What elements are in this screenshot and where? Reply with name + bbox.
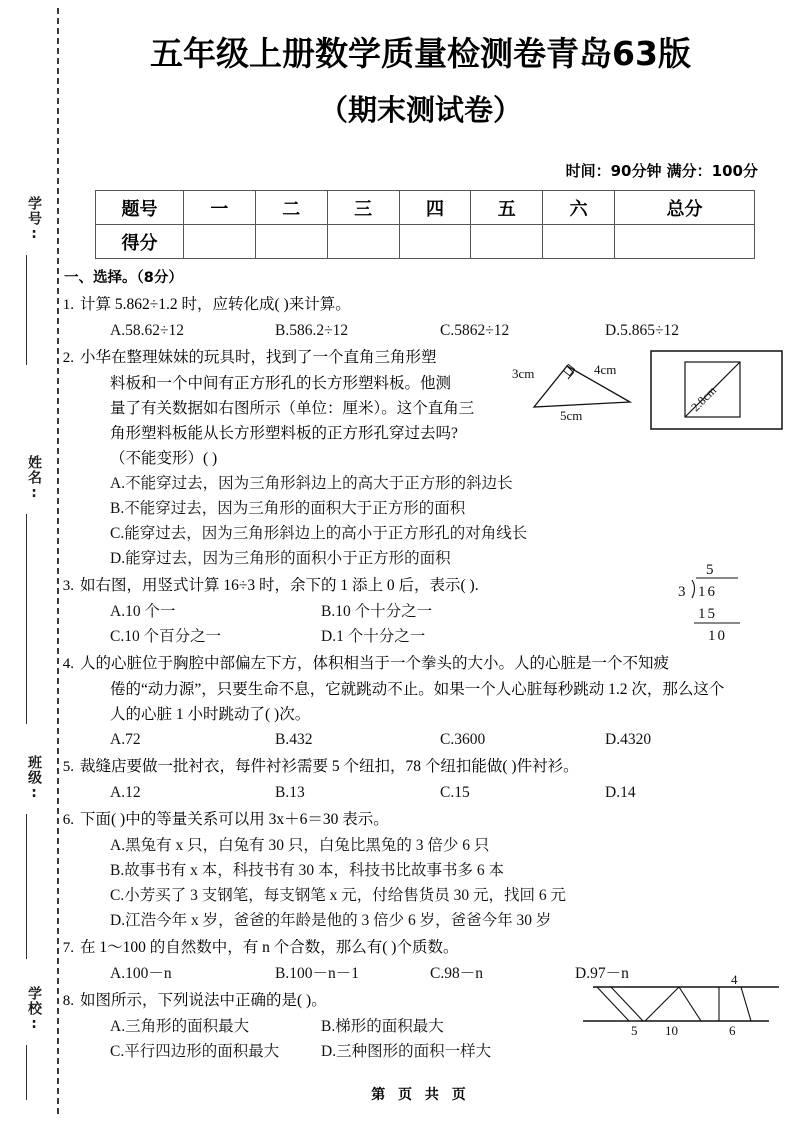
exam-meta-info: 时间：90分钟 满分：100分	[565, 162, 758, 180]
question-4-stem-line-1: 人的心脏位于胸腔中部偏左下方，体积相当于一个拳头的大小。人的心脏是一个不知疲	[80, 655, 670, 672]
division-quotient: 5	[706, 562, 714, 578]
question-3-stem: 如右图，用竖式计算 16÷3 时，余下的 1 添上 0 后，表示( ).	[80, 577, 479, 594]
score-col-total: 总分	[615, 191, 755, 225]
question-5-options	[80, 780, 780, 805]
score-cell-4[interactable]	[399, 225, 471, 259]
question-6	[64, 807, 780, 933]
question-2-option-b[interactable]: B.不能穿过去，因为三角形的面积大于正方形的面积	[110, 500, 466, 517]
question-4-option-d[interactable]: D.4320	[605, 731, 652, 748]
question-2-stem-line-2: 料板和一个中间有正方形孔的长方形塑料板。他测	[110, 375, 452, 392]
question-4-stem-line-3: 人的心脏 1 小时跳动了( )次。	[110, 706, 311, 723]
score-col-4: 四	[399, 191, 471, 225]
question-7-option-d[interactable]: D.97－n	[575, 965, 629, 982]
margin-rule-1	[26, 255, 27, 365]
square-diagonal-label: 2.8cm	[688, 383, 720, 415]
score-cell-3[interactable]	[327, 225, 399, 259]
triangle-label-5cm: 5cm	[560, 408, 583, 420]
margin-label-student-id: 学号:	[26, 196, 42, 243]
page-footer: 第 页 共 页	[371, 1087, 470, 1103]
question-7-option-a[interactable]: A.100－n	[110, 965, 172, 982]
score-col-6: 六	[543, 191, 615, 225]
question-1-option-c[interactable]: C.5862÷12	[440, 322, 510, 339]
question-4-options	[80, 727, 780, 752]
shape-label-10: 10	[665, 1023, 678, 1037]
question-2-option-d[interactable]: D.能穿过去，因为三角形的面积小于正方形的面积	[110, 550, 451, 567]
question-7-option-b[interactable]: B.100－n－1	[275, 965, 359, 982]
score-col-3: 三	[327, 191, 399, 225]
question-3-option-d[interactable]: D.1 个十分之一	[321, 628, 426, 645]
question-5-option-b[interactable]: B.13	[275, 784, 305, 801]
score-cell-2[interactable]	[255, 225, 327, 259]
question-2-stem-line-5: （不能变形）( )	[110, 450, 218, 467]
question-2-rectangle-figure	[650, 350, 790, 432]
question-5-stem: 裁缝店要做一批衬衣，每件衬衫需要 5 个纽扣，78 个纽扣能做( )件衬衫。	[80, 758, 579, 775]
question-4-option-c[interactable]: C.3600	[440, 731, 486, 748]
question-3-option-b[interactable]: B.10 个十分之一	[321, 603, 433, 620]
margin-rule-2	[26, 514, 27, 724]
question-3-option-a[interactable]: A.10 个一	[110, 603, 176, 620]
division-dividend: 16	[698, 584, 717, 600]
triangle-label-3cm: 3cm	[512, 366, 535, 381]
question-1	[64, 292, 780, 343]
question-5-option-d[interactable]: D.14	[605, 784, 636, 801]
left-margin	[0, 0, 58, 1122]
question-2-stem-line-1: 小华在整理妹妹的玩具时，找到了一个直角三角形塑	[80, 349, 437, 366]
question-2-stem-line-4: 角形塑料板能从长方形塑料板的正方形孔穿过去吗?	[110, 425, 458, 442]
table-row-score	[96, 225, 755, 259]
shape-label-5: 5	[631, 1023, 638, 1037]
question-2-stem-line-3: 量了有关数据如右图所示（单位：厘米）。这个直角三	[110, 400, 475, 417]
score-cell-5[interactable]	[471, 225, 543, 259]
question-5-option-a[interactable]: A.12	[110, 784, 141, 801]
question-8-shapes-figure	[583, 975, 783, 1037]
question-8-number: 8.	[62, 993, 74, 1009]
score-col-2: 二	[255, 191, 327, 225]
question-4-option-b[interactable]: B.432	[275, 731, 313, 748]
page-title: 五年级上册数学质量检测卷青岛63版	[150, 34, 691, 73]
score-table-label-number: 题号	[96, 191, 184, 225]
question-2-option-a[interactable]: A.不能穿过去，因为三角形斜边上的高大于正方形的斜边长	[110, 475, 513, 492]
question-2-option-c[interactable]: C.能穿过去，因为三角形斜边上的高小于正方形孔的对角线长	[110, 525, 528, 542]
question-8-options-row-1	[80, 1014, 532, 1039]
section-heading-choice: 一、选择。（8分）	[64, 270, 183, 286]
question-4	[64, 651, 780, 752]
question-7-option-c[interactable]: C.98－n	[430, 965, 483, 982]
question-2-triangle-figure	[512, 352, 642, 420]
question-8-stem: 如图所示，下列说法中正确的是( )。	[80, 992, 327, 1009]
shape-label-top-4: 4	[731, 975, 738, 987]
question-1-option-b[interactable]: B.586.2÷12	[275, 322, 349, 339]
question-8-option-c[interactable]: C.平行四边形的面积最大	[110, 1043, 280, 1060]
question-3-number: 3.	[62, 578, 74, 594]
margin-label-name: 姓名:	[26, 455, 42, 502]
question-4-stem-line-2: 倦的“动力源”，只要生命不息，它就跳动不止。如果一个人心脏每秒跳动 1.2 次，那么这个	[110, 681, 725, 698]
question-6-option-a[interactable]: A.黑兔有 x 只，白兔有 30 只，白兔比黑兔的 3 倍少 6 只	[110, 837, 490, 854]
question-4-number: 4.	[62, 656, 74, 672]
question-5-number: 5.	[62, 759, 74, 775]
question-3-long-division-figure	[668, 560, 752, 644]
question-1-option-d[interactable]: D.5.865÷12	[605, 322, 679, 339]
question-3-options-row-2	[80, 624, 532, 649]
question-7-number: 7.	[62, 940, 74, 956]
table-row-header	[96, 191, 755, 225]
question-5	[64, 754, 780, 805]
question-6-option-b[interactable]: B.故事书有 x 本，科技书有 30 本，科技书比故事书多 6 本	[110, 862, 504, 879]
question-8-options-row-2	[80, 1039, 532, 1064]
margin-label-school: 学校:	[26, 986, 42, 1033]
score-col-5: 五	[471, 191, 543, 225]
question-6-option-d[interactable]: D.江浩今年 x 岁，爸爸的年龄是他的 3 倍少 6 岁，爸爸今年 30 岁	[110, 912, 552, 929]
score-cell-total[interactable]	[615, 225, 755, 259]
question-6-stem: 下面( )中的等量关系可以用 3x＋6＝30 表示。	[80, 811, 389, 828]
question-1-options	[80, 318, 780, 343]
division-subtrahend: 15	[698, 606, 717, 622]
question-4-option-a[interactable]: A.72	[110, 731, 141, 748]
question-1-stem: 计算 5.862÷1.2 时，应转化成( )来计算。	[80, 296, 351, 313]
margin-rule-4	[26, 1045, 27, 1100]
question-8-option-a[interactable]: A.三角形的面积最大	[110, 1018, 250, 1035]
question-7-stem: 在 1～100 的自然数中，有 n 个合数，那么有( )个质数。	[80, 939, 459, 956]
question-1-option-a[interactable]: A.58.62÷12	[110, 322, 184, 339]
division-remainder: 10	[708, 628, 727, 644]
score-cell-6[interactable]	[543, 225, 615, 259]
question-5-option-c[interactable]: C.15	[440, 784, 470, 801]
question-8-option-b[interactable]: B.梯形的面积最大	[321, 1018, 444, 1035]
score-table-label-score: 得分	[96, 225, 184, 259]
margin-rule-3	[26, 814, 27, 959]
question-1-number: 1.	[62, 297, 74, 313]
triangle-label-4cm: 4cm	[594, 362, 617, 377]
question-6-option-c[interactable]: C.小芳买了 3 支钢笔，每支钢笔 x 元，付给售货员 30 元，找回 6 元	[110, 887, 566, 904]
page-subtitle: （期末测试卷）	[318, 93, 522, 127]
question-6-number: 6.	[62, 812, 74, 828]
shape-label-6: 6	[729, 1023, 736, 1037]
division-divisor: 3	[678, 584, 686, 600]
question-3-option-c[interactable]: C.10 个百分之一	[110, 628, 222, 645]
question-3-options-row-1	[80, 599, 532, 624]
question-8-option-d[interactable]: D.三种图形的面积一样大	[321, 1043, 492, 1060]
margin-label-class: 班级:	[26, 755, 42, 802]
score-col-1: 一	[184, 191, 256, 225]
score-cell-1[interactable]	[184, 225, 256, 259]
question-2-number: 2.	[62, 350, 74, 366]
score-table	[95, 190, 755, 259]
